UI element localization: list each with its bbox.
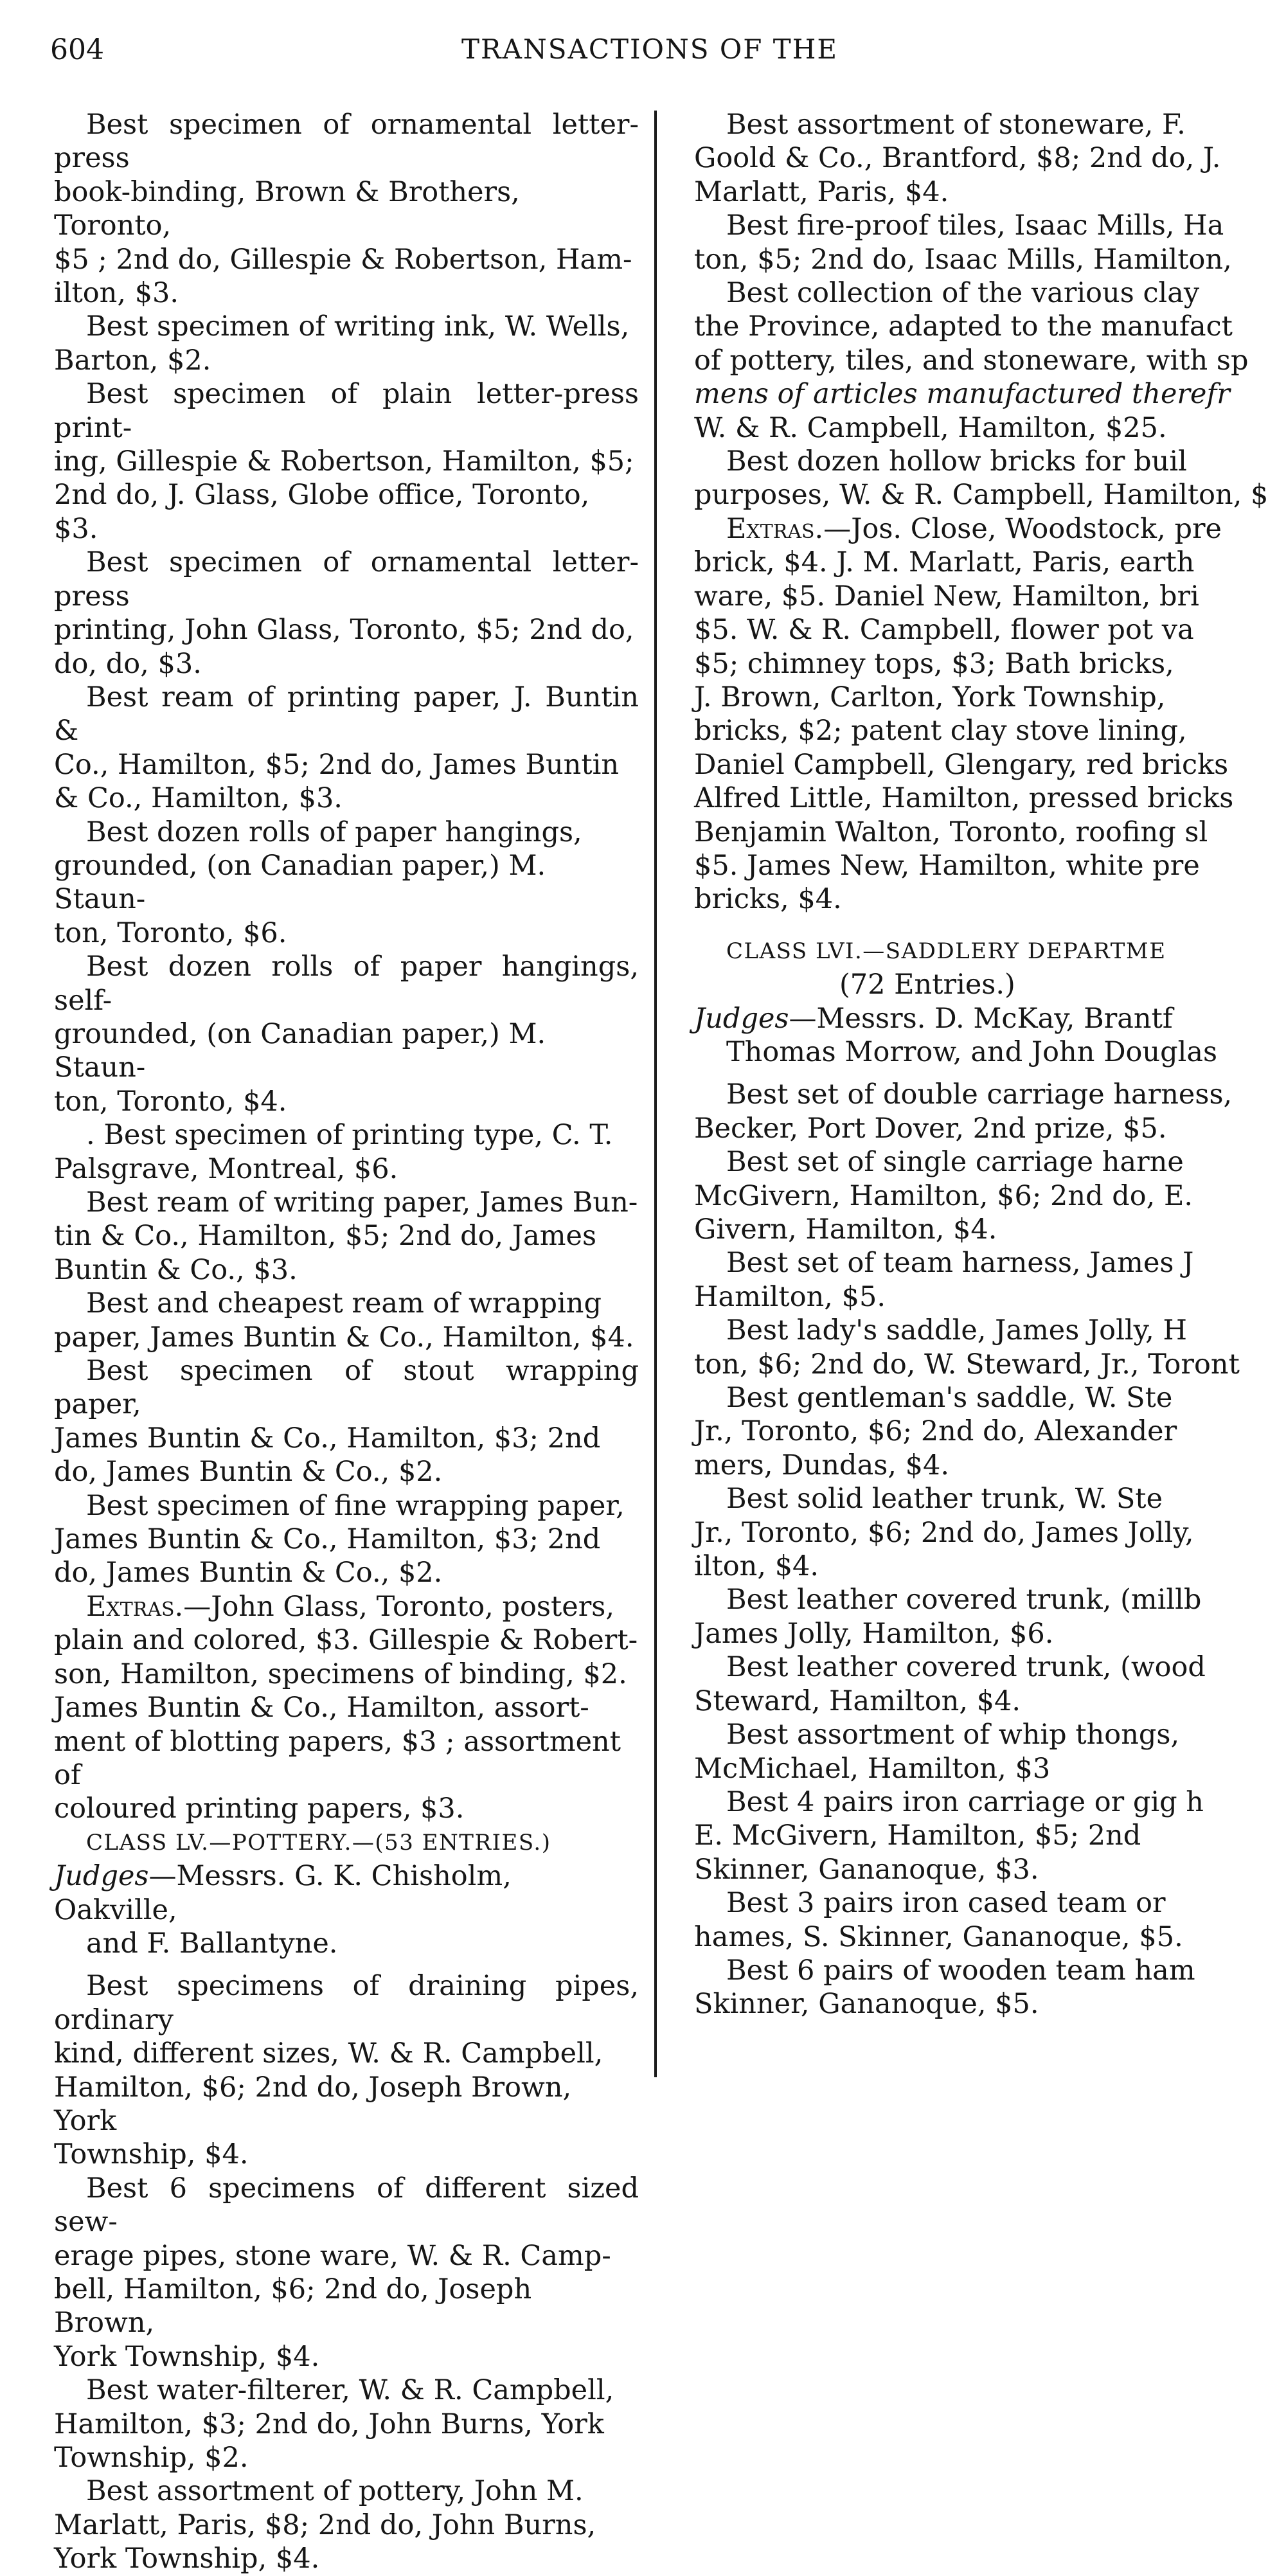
paragraph bbox=[694, 1785, 1205, 1886]
line: Buntin & Co., $3. bbox=[54, 1253, 298, 1286]
line: Barton, $2. bbox=[54, 344, 211, 377]
line bbox=[694, 377, 1230, 411]
line: ton, Toronto, $6. bbox=[54, 917, 287, 949]
line: Best set of double carriage harness, bbox=[726, 1078, 1233, 1111]
judges-label: Judges bbox=[54, 1860, 149, 1893]
line: Best assortment of stoneware, F. bbox=[726, 109, 1186, 141]
line: Hamilton, $3; 2nd do, John Burns, York bbox=[54, 2408, 604, 2440]
line: Best dozen hollow bricks for buil bbox=[726, 445, 1187, 478]
line: Best specimen of writing ink, W. Wells, bbox=[86, 310, 630, 343]
line: Best 3 pairs iron cased team or bbox=[726, 1887, 1166, 1920]
line: $5; chimney tops, $3; Bath bricks, bbox=[694, 647, 1174, 680]
line: ilton, $4. bbox=[694, 1550, 819, 1583]
left-column bbox=[54, 108, 639, 2576]
line: of pottery, tiles, and stoneware, with sp bbox=[694, 344, 1249, 377]
paragraph bbox=[54, 1287, 639, 1354]
paragraph bbox=[694, 1482, 1205, 1583]
line: paper, James Buntin & Co., Hamilton, $4. bbox=[54, 1321, 634, 1354]
line-italic: mens of articles manufactured therefr bbox=[694, 378, 1230, 411]
extras-label: Extras. bbox=[726, 512, 824, 545]
line: Co., Hamilton, $5; 2nd do, James Buntin bbox=[54, 748, 620, 781]
paragraph bbox=[54, 2172, 639, 2374]
line: Goold & Co., Brantford, $8; 2nd do, J. bbox=[694, 142, 1221, 175]
judges-line bbox=[694, 1002, 1205, 1035]
line: ton, Toronto, $4. bbox=[54, 1085, 287, 1118]
line: Benjamin Walton, Toronto, roofing sl bbox=[694, 816, 1208, 848]
line: bricks, $4. bbox=[694, 883, 842, 916]
line: Best assortment of pottery, John M. bbox=[86, 2475, 584, 2508]
line: Best set of team harness, James J bbox=[726, 1247, 1194, 1280]
line: Best specimen of stout wrapping paper, bbox=[54, 1355, 639, 1421]
line: Skinner, Gananoque, $5. bbox=[694, 1988, 1039, 2021]
line: the Province, adapted to the manufact bbox=[694, 310, 1233, 343]
line: Skinner, Gananoque, $3. bbox=[694, 1853, 1039, 1886]
line: book-binding, Brown & Brothers, Toronto, bbox=[54, 175, 520, 242]
line: ware, $5. Daniel New, Hamilton, bri bbox=[694, 580, 1199, 613]
extras-text: —Jos. Close, Woodstock, pre bbox=[823, 512, 1222, 545]
line: mers, Dundas, $4. bbox=[694, 1449, 949, 1481]
line: James Buntin & Co., Hamilton, assort- bbox=[54, 1692, 589, 1724]
line bbox=[54, 1590, 639, 1623]
line: James Buntin & Co., Hamilton, $3; 2nd bbox=[54, 1523, 601, 1556]
paragraph bbox=[54, 546, 639, 681]
line: erage pipes, stone ware, W. & R. Camp- bbox=[54, 2239, 611, 2272]
paragraph bbox=[694, 1954, 1205, 2021]
line: Best dozen rolls of paper hangings, self- bbox=[54, 951, 639, 1017]
line: Best specimen of fine wrapping paper, bbox=[86, 1489, 625, 1522]
line: Best dozen rolls of paper hangings, bbox=[86, 816, 582, 848]
line: tin & Co., Hamilton, $5; 2nd do, James bbox=[54, 1220, 597, 1253]
line: J. Brown, Carlton, York Township, bbox=[694, 681, 1166, 713]
line: Alfred Little, Hamilton, pressed bricks bbox=[694, 782, 1234, 815]
right-column bbox=[694, 108, 1268, 2021]
line bbox=[694, 512, 1222, 546]
line: Best ream of printing paper, J. Buntin & bbox=[54, 681, 639, 747]
line: Township, $4. bbox=[54, 2138, 249, 2171]
page-number: 604 bbox=[50, 33, 104, 66]
line: James Jolly, Hamilton, $6. bbox=[694, 1617, 1054, 1650]
line: $5. W. & R. Campbell, flower pot va bbox=[694, 614, 1194, 647]
column-divider-rule bbox=[654, 111, 657, 2077]
judges-text: —Messrs. D. McKay, Brantf bbox=[789, 1002, 1173, 1035]
paragraph bbox=[54, 1969, 639, 2171]
line: Best leather covered trunk, (wood bbox=[726, 1651, 1206, 1684]
line: coloured printing papers, $3. bbox=[54, 1793, 465, 1825]
paragraph bbox=[694, 1718, 1205, 1785]
line: Best solid leather trunk, W. Ste bbox=[726, 1483, 1163, 1516]
line: plain and colored, $3. Gillespie & Robert- bbox=[54, 1624, 638, 1657]
line: Best specimens of draining pipes, ordinary bbox=[54, 1970, 639, 2036]
line: Best 4 pairs iron carriage or gig h bbox=[726, 1785, 1204, 1818]
line: Township, $2. bbox=[54, 2442, 249, 2474]
paragraph bbox=[54, 1354, 639, 1489]
paragraph bbox=[694, 1650, 1205, 1718]
line: Best 6 specimens of different sized sew- bbox=[54, 2172, 639, 2239]
line: Best specimen of ornamental letter-press bbox=[54, 109, 639, 175]
section-heading-class-lv: CLASS LV.—POTTERY.—(53 ENTRIES.) bbox=[86, 1829, 551, 1856]
line: Palsgrave, Montreal, $6. bbox=[54, 1152, 398, 1185]
line: 2nd do, J. Glass, Globe office, Toronto, $3. bbox=[54, 479, 590, 545]
paragraph bbox=[54, 1489, 639, 1590]
paragraph bbox=[54, 310, 639, 377]
line: hames, S. Skinner, Gananoque, $5. bbox=[694, 1920, 1183, 1953]
line: Best specimen of ornamental letter-press bbox=[54, 546, 639, 613]
line: $5 ; 2nd do, Gillespie & Robertson, Ham- bbox=[54, 243, 632, 276]
line: do, James Buntin & Co., $2. bbox=[54, 1557, 443, 1589]
line: Steward, Hamilton, $4. bbox=[694, 1685, 1021, 1717]
line: Best 6 pairs of wooden team ham bbox=[726, 1954, 1195, 1987]
line: Hamilton, $6; 2nd do, Joseph Brown, York bbox=[54, 2071, 572, 2137]
line: and F. Ballantyne. bbox=[86, 1927, 338, 1960]
line: Marlatt, Paris, $8; 2nd do, John Burns, bbox=[54, 2509, 596, 2541]
line: & Co., Hamilton, $3. bbox=[54, 782, 343, 815]
paragraph bbox=[54, 1186, 639, 1287]
line: Jr., Toronto, $6; 2nd do, Alexander bbox=[694, 1415, 1177, 1448]
paragraph bbox=[54, 950, 639, 1118]
paragraph bbox=[54, 377, 639, 546]
paragraph bbox=[694, 1314, 1240, 1381]
line: grounded, (on Canadian paper,) M. Staun- bbox=[54, 1017, 546, 1084]
line: ilton, $3. bbox=[54, 277, 179, 310]
judges-line bbox=[54, 1859, 639, 1927]
page-header bbox=[50, 33, 1181, 72]
line: McMichael, Hamilton, $3 bbox=[694, 1752, 1051, 1785]
running-title: TRANSACTIONS OF THE bbox=[461, 33, 839, 65]
paragraph bbox=[694, 108, 1221, 209]
judges-label: Judges bbox=[694, 1002, 789, 1035]
paragraph bbox=[54, 816, 639, 951]
line: Best and cheapest ream of wrapping bbox=[86, 1287, 602, 1320]
paragraph bbox=[54, 2374, 639, 2474]
line: Best ream of writing paper, James Bun- bbox=[86, 1186, 638, 1219]
line: ing, Gillespie & Robertson, Hamilton, $5; bbox=[54, 445, 634, 478]
line: James Buntin & Co., Hamilton, $3; 2nd bbox=[54, 1422, 601, 1454]
paragraph bbox=[694, 1078, 1233, 1145]
extras-paragraph bbox=[54, 1590, 639, 1826]
line: Best leather covered trunk, (millb bbox=[726, 1584, 1202, 1616]
line: Best collection of the various clay bbox=[726, 277, 1200, 310]
line: E. McGivern, Hamilton, $5; 2nd bbox=[694, 1820, 1141, 1852]
extras-paragraph bbox=[694, 512, 1234, 917]
line: ton, $6; 2nd do, W. Steward, Jr., Toront bbox=[694, 1348, 1240, 1381]
line: $5. James New, Hamilton, white pre bbox=[694, 849, 1200, 882]
entries-count: (72 Entries.) bbox=[839, 969, 1015, 1001]
line: Best assortment of whip thongs, bbox=[726, 1719, 1180, 1751]
line: Thomas Morrow, and John Douglas bbox=[726, 1035, 1218, 1068]
paragraph bbox=[694, 276, 1249, 445]
paragraph bbox=[54, 108, 639, 310]
line: Becker, Port Dover, 2nd prize, $5. bbox=[694, 1112, 1167, 1145]
line: York Township, $4. bbox=[54, 2543, 320, 2575]
line: ment of blotting papers, $3 ; assortment of bbox=[54, 1725, 621, 1791]
paragraph bbox=[694, 1886, 1205, 1954]
line: grounded, (on Canadian paper,) M. Staun- bbox=[54, 849, 546, 916]
line: printing, John Glass, Toronto, $5; 2nd do, bbox=[54, 614, 634, 647]
line: Best lady's saddle, James Jolly, H bbox=[726, 1314, 1187, 1347]
line: Best fire-proof tiles, Isaac Mills, Ha bbox=[726, 210, 1224, 242]
paragraph bbox=[54, 2474, 639, 2575]
judges-text: —Messrs. G. K. Chisholm, Oakville, bbox=[54, 1860, 512, 1926]
line: son, Hamilton, specimens of binding, $2. bbox=[54, 1658, 627, 1690]
paragraph bbox=[694, 1246, 1205, 1314]
line: Best water-filterer, W. & R. Campbell, bbox=[86, 2374, 614, 2407]
line: York Township, $4. bbox=[54, 2340, 320, 2373]
paragraph bbox=[694, 1145, 1205, 1246]
paragraph bbox=[694, 1583, 1205, 1650]
line: purposes, W. & R. Campbell, Hamilton, $ bbox=[694, 479, 1268, 512]
paragraph bbox=[694, 1381, 1205, 1482]
line: do, James Buntin & Co., $2. bbox=[54, 1456, 443, 1489]
line: . Best specimen of printing type, C. T. bbox=[86, 1119, 613, 1152]
line: Marlatt, Paris, $4. bbox=[694, 175, 949, 208]
section-heading-class-lvi: CLASS LVI.—SADDLERY DEPARTME bbox=[726, 938, 1166, 964]
line: bell, Hamilton, $6; 2nd do, Joseph Brown, bbox=[54, 2273, 532, 2339]
line: Givern, Hamilton, $4. bbox=[694, 1213, 997, 1246]
paragraph bbox=[694, 445, 1268, 512]
paragraph bbox=[694, 209, 1232, 276]
line: Hamilton, $5. bbox=[694, 1280, 886, 1313]
paragraph bbox=[54, 1118, 639, 1186]
line: brick, $4. J. M. Marlatt, Paris, earth bbox=[694, 546, 1195, 579]
line: McGivern, Hamilton, $6; 2nd do, E. bbox=[694, 1179, 1193, 1212]
line: Best set of single carriage harne bbox=[726, 1146, 1184, 1179]
line: Jr., Toronto, $6; 2nd do, James Jolly, bbox=[694, 1516, 1194, 1549]
paragraph bbox=[54, 681, 639, 816]
line: Best gentleman's saddle, W. Ste bbox=[726, 1382, 1173, 1415]
line: kind, different sizes, W. & R. Campbell, bbox=[54, 2037, 603, 2070]
line: Best specimen of plain letter-press print- bbox=[54, 378, 639, 444]
line: Daniel Campbell, Glengary, red bricks bbox=[694, 748, 1229, 781]
line: W. & R. Campbell, Hamilton, $25. bbox=[694, 411, 1167, 444]
extras-label: Extras. bbox=[86, 1590, 184, 1623]
line: do, do, $3. bbox=[54, 647, 202, 680]
extras-text: —John Glass, Toronto, posters, bbox=[183, 1590, 614, 1623]
line: bricks, $2; patent clay stove lining, bbox=[694, 715, 1187, 747]
line: ton, $5; 2nd do, Isaac Mills, Hamilton, bbox=[694, 243, 1232, 276]
